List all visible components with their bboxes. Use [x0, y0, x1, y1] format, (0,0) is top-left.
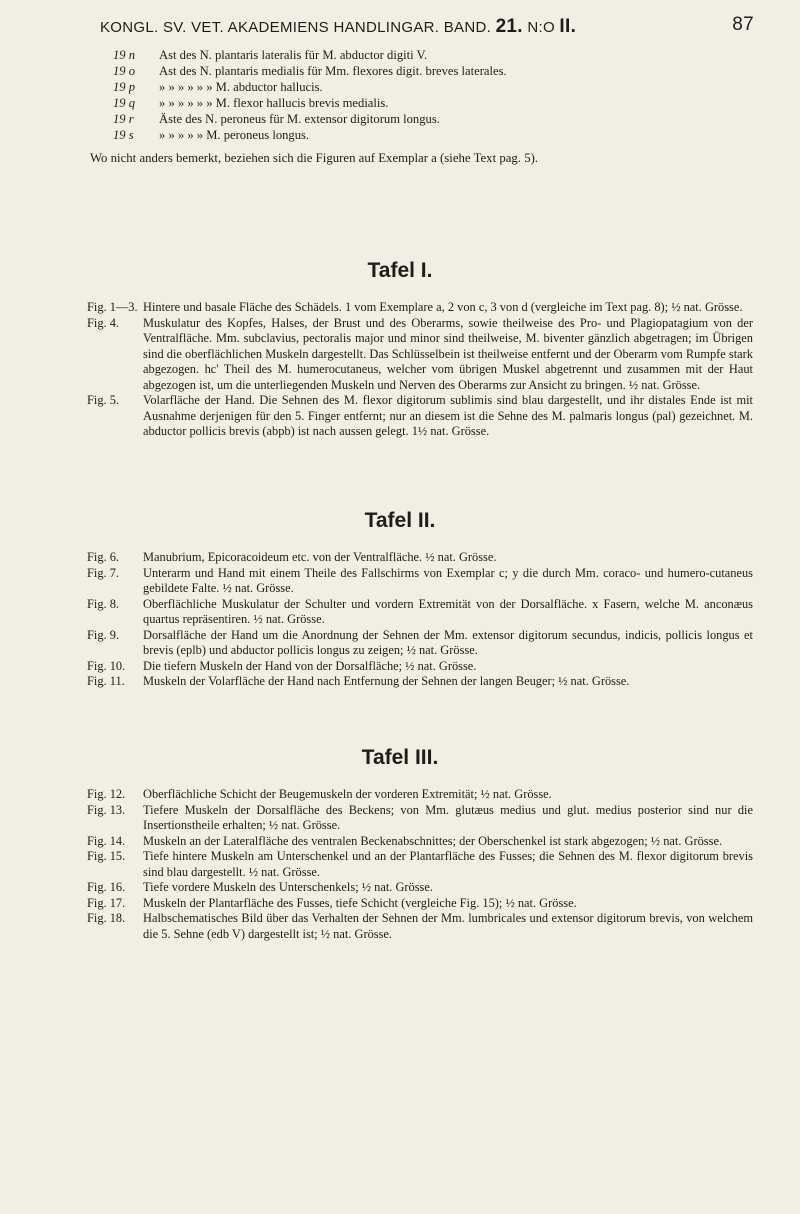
legend-text: » » » » » » M. abductor hallucis.	[159, 80, 323, 94]
figure-caption: Halbschematisches Bild über das Verhalten der Sehnen der Mm. lumbricales und extensor digitorum brevis, von welchem die 5. Sehne (edb V) dargestellt ist; ½ nat. Grösse.	[143, 911, 753, 941]
figure-caption: Manubrium, Epicoracoideum etc. von der Ventralfläche. ½ nat. Grösse.	[143, 550, 497, 564]
figure-caption: Tiefe vordere Muskeln des Unterschenkels; ½ nat. Grösse.	[143, 880, 433, 894]
section-title-tafel-3: Tafel III.	[361, 746, 439, 769]
figure-number: Fig. 12.	[87, 787, 126, 801]
figure-number: Fig. 4.	[87, 315, 120, 330]
figure-caption: Tiefe hintere Muskeln am Unterschenkel und an der Plantarfläche des Fusses; die Sehnen des M. flexor digitorum brevis sind blau dargestellt. ½ nat. Grösse.	[143, 849, 753, 879]
figure-entry	[87, 880, 753, 896]
figure-caption: Unterarm und Hand mit einem Theile des Fallschirms von Exemplar c; y die durch Mm. coraco- und humero-cutaneus gebildete Falte. ½ nat. Grösse.	[143, 565, 753, 595]
figure-caption: Oberflächliche Schicht der Beugemuskeln der vorderen Extremität; ½ nat. Grösse.	[143, 787, 552, 801]
legend-text: » » » » » » M. flexor hallucis brevis medialis.	[159, 96, 389, 110]
figure-number: Fig. 6.	[87, 550, 120, 564]
figure-number: Fig. 15.	[87, 849, 126, 863]
figure-list-tafel-3	[87, 787, 753, 942]
figure-entry	[87, 659, 753, 675]
figure-list-tafel-1	[87, 300, 753, 440]
figure-caption: Volarfläche der Hand. Die Sehnen des M. flexor digitorum sublimis sind blau dargestellt, und ihr distales Ende ist mit Ausnahme derjenigen für den 5. Finger entfernt; nur an diesem ist die Sehne des M. palmaris longus (pal) gezeichnet. M. abductor pollicis brevis (abpb) ist nach aussen gelegt. 1½ nat. Grösse.	[143, 393, 753, 438]
figure-list-tafel-2	[87, 550, 753, 690]
legend-label: 19 o	[113, 64, 136, 78]
figure-entry	[87, 896, 753, 912]
figure-caption: Hintere und basale Fläche des Schädels. 1 vom Exemplare a, 2 von c, 3 von d (vergleiche im Text pag. 8); ½ nat. Grösse.	[143, 300, 743, 314]
figure-number: Fig. 8.	[87, 596, 120, 611]
figure-number: Fig. 11.	[87, 674, 125, 688]
legend-label: 19 q	[113, 96, 136, 110]
figure-number: Fig. 10.	[87, 658, 126, 673]
legend-text: Ast des N. plantaris medialis für Mm. flexores digit. breves laterales.	[159, 64, 507, 78]
figure-entry	[87, 300, 753, 316]
legend-label: 19 r	[113, 112, 134, 126]
figure-number: Fig. 18.	[87, 911, 126, 925]
legend-row	[113, 47, 507, 63]
legend-label: 19 p	[113, 80, 136, 94]
figure-entry	[87, 316, 753, 394]
figure-caption: Oberflächliche Muskulatur der Schulter und vordern Extremität von der Dorsalfläche. x Fasern, welche M. anconæus quartus repräsentiren. ½ nat. Grösse.	[143, 596, 753, 626]
figure-entry	[87, 834, 753, 850]
figure-caption: Muskulatur des Kopfes, Halses, der Brust und des Oberarms, sowie theilweise des Pro- und Plagiopatagium von der Ventralfläche. Mm. subclavius, pectoralis major und minor sind theilweise, M. biventer gänzlich abgetragen; im Übrigen sind die oberflächlichen Muskeln dargestellt. Das Schlüsselbein ist theilweise entfernt und der Oberarm vom Rumpfe stark abgezogen. hc' Theil des M. humerocutaneus, welcher vom übrigen Muskel abgetrennt und zusammen mit der Haut abgezogen ist, um die unterliegenden Muskeln und Nerven des Oberarms zur Ansicht zu bringen. ½ nat. Grösse.	[143, 315, 753, 392]
figure-entry	[87, 550, 753, 566]
legend-label: 19 s	[113, 128, 134, 142]
legend-row	[113, 127, 507, 143]
figure-caption: Dorsalfläche der Hand um die Anordnung der Sehnen der Mm. extensor digitorum secundus, indicis, pollicis longus et brevis (eplb) und abductor pollicis longus zu zeigen; ½ nat. Grösse.	[143, 627, 753, 657]
figure-number: Fig. 14.	[87, 833, 126, 848]
legend-row	[113, 95, 507, 111]
issue-number: II.	[559, 16, 577, 37]
figure-number: Fig. 1—3.	[87, 300, 138, 314]
figure-caption: Muskeln der Plantarfläche des Fusses, tiefe Schicht (vergleiche Fig. 15); ½ nat. Grösse.	[143, 895, 577, 910]
figure-caption: Muskeln an der Lateralfläche des ventralen Beckenabschnittes; der Oberschenkel ist stark abgezogen; ½ nat. Grösse.	[143, 833, 723, 848]
figure-entry	[87, 597, 753, 628]
figure-entry	[87, 849, 753, 880]
figure-entry	[87, 566, 753, 597]
figure-number: Fig. 5.	[87, 393, 120, 407]
figure-number: Fig. 16.	[87, 880, 126, 894]
number-label: N:O	[527, 19, 555, 36]
legend-row	[113, 63, 507, 79]
figure-caption: Muskeln der Volarfläche der Hand nach Entfernung der Sehnen der langen Beuger; ½ nat. Grösse.	[143, 674, 630, 688]
legend-row	[113, 79, 507, 95]
band-number: 21.	[495, 16, 523, 37]
section-title-tafel-1: Tafel I.	[367, 259, 433, 282]
figure-caption: Die tiefern Muskeln der Hand von der Dorsalfläche; ½ nat. Grösse.	[143, 658, 477, 673]
figure-entry	[87, 628, 753, 659]
figure-number: Fig. 9.	[87, 627, 120, 642]
figure-entry	[87, 674, 753, 690]
running-header	[100, 14, 754, 38]
journal-title: KONGL. SV. VET. AKADEMIENS HANDLINGAR. BAND.	[100, 19, 492, 36]
figure-caption: Tiefere Muskeln der Dorsalfläche des Beckens; von Mm. glutæus medius und glut. medius posterior sind nur die Insertionstheile erhalten; ½ nat. Grösse.	[143, 802, 753, 832]
figure-entry	[87, 787, 753, 803]
legend-row	[113, 111, 507, 127]
figure-entry	[87, 803, 753, 834]
figure-number: Fig. 13.	[87, 802, 126, 817]
legend-label: 19 n	[113, 48, 136, 62]
figure-entry	[87, 393, 753, 440]
page-number: 87	[732, 14, 754, 35]
figure-number: Fig. 7.	[87, 565, 120, 580]
abbreviation-legend	[113, 47, 507, 143]
legend-text: » » » » » M. peroneus longus.	[159, 128, 310, 142]
legend-text: Ast des N. plantaris lateralis für M. abductor digiti V.	[159, 48, 428, 62]
figure-number: Fig. 17.	[87, 895, 126, 910]
section-title-tafel-2: Tafel II.	[364, 509, 436, 532]
general-note: Wo nicht anders bemerkt, beziehen sich die Figuren auf Exemplar a (siehe Text pag. 5).	[90, 151, 539, 165]
figure-entry	[87, 911, 753, 942]
legend-text: Äste des N. peroneus für M. extensor digitorum longus.	[159, 112, 440, 126]
